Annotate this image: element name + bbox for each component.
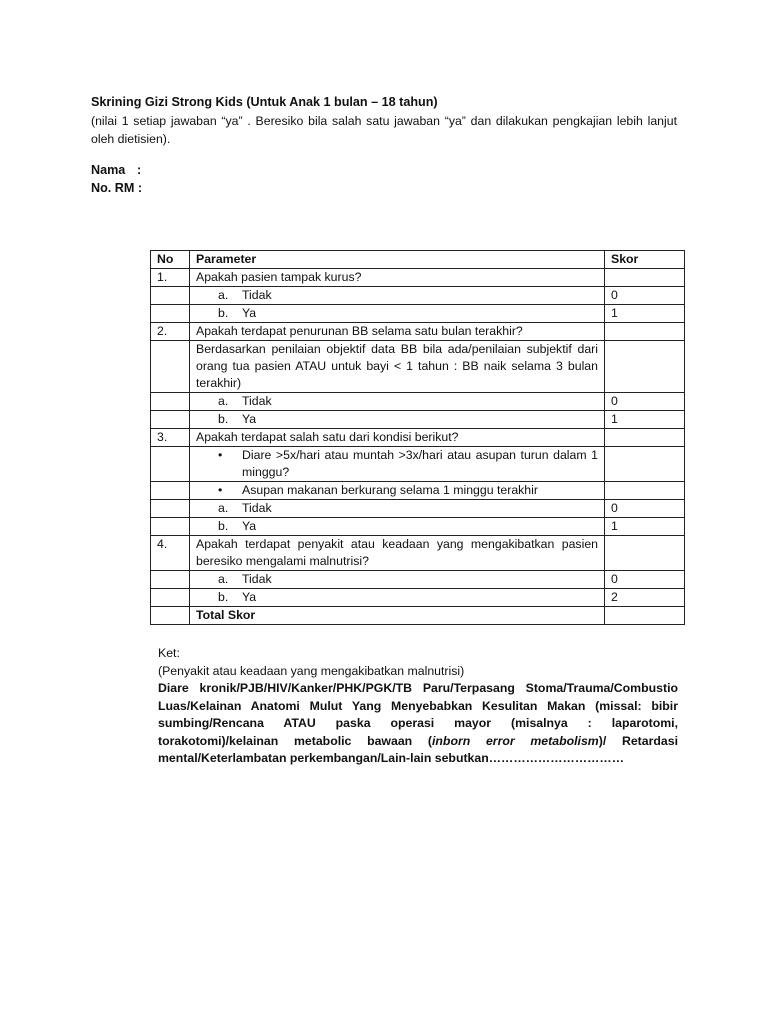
option-a xyxy=(196,500,598,517)
option-marker: a. xyxy=(218,394,229,408)
table-header-row xyxy=(151,251,685,269)
option-marker: b. xyxy=(218,590,229,604)
table-row xyxy=(151,411,685,429)
option-marker: a. xyxy=(218,288,229,302)
row-number: 1. xyxy=(151,269,190,287)
notes-section xyxy=(158,645,678,768)
nama-separator: : xyxy=(137,163,142,177)
option-marker: a. xyxy=(218,572,229,586)
nama-field xyxy=(91,163,141,177)
option-marker: b. xyxy=(218,306,229,320)
total-score-cell xyxy=(605,607,685,625)
question-detail: Berdasarkan penilaian objektif data BB bila ada/penilaian subjektif dari orang tua pasien ATAU untuk bayi < 1 tahun : BB naik selama 3 bulan terakhir) xyxy=(190,341,605,393)
option-text: Tidak xyxy=(242,501,272,515)
notes-body-part1: Diare kronik/PJB/HIV/Kanker/PHK/PGK/TB Paru/Terpasang Stoma/Trauma/Combustio Luas/Kelainan Anatomi Mulut Yang Menyebabkan Kesulitan Makan (missal: bibir sumbing/Rencana ATAU paska operasi mayor (misalnya : laparotomi, torakotomi)/kelainan metabolic bawaan ( xyxy=(158,681,678,748)
table-row xyxy=(151,571,685,589)
row-number: 3. xyxy=(151,429,190,447)
option-a xyxy=(196,287,598,304)
notes-body-italic: inborn error metabolism xyxy=(432,733,599,748)
option-b xyxy=(196,589,598,606)
score-value: 1 xyxy=(605,305,685,323)
option-text: Tidak xyxy=(242,572,272,586)
table-row xyxy=(151,518,685,536)
table-row xyxy=(151,589,685,607)
option-b xyxy=(196,518,598,535)
table-row xyxy=(151,269,685,287)
total-label: Total Skor xyxy=(190,607,605,625)
option-text: Ya xyxy=(242,519,257,533)
table-row xyxy=(151,393,685,411)
option-marker: a. xyxy=(218,501,229,515)
option-text: Ya xyxy=(242,306,257,320)
table-row xyxy=(151,536,685,571)
bullet-item xyxy=(196,447,598,481)
score-value: 2 xyxy=(605,589,685,607)
screening-table xyxy=(150,250,685,625)
question-text: Apakah terdapat salah satu dari kondisi berikut? xyxy=(190,429,605,447)
option-marker: b. xyxy=(218,412,229,426)
bullet-item xyxy=(196,482,598,499)
header-parameter: Parameter xyxy=(190,251,605,269)
table-row xyxy=(151,341,685,393)
table-row xyxy=(151,447,685,482)
header-skor: Skor xyxy=(605,251,685,269)
rm-field xyxy=(91,181,142,195)
score-value: 1 xyxy=(605,411,685,429)
option-b xyxy=(196,305,598,322)
rm-label: No. RM : xyxy=(91,181,143,195)
notes-body-part2: )/ Retardasi mental/Keterlambatan perkembangan/Lain-lain sebutkan…………………………… xyxy=(158,733,678,765)
row-number: 4. xyxy=(151,536,190,571)
option-text: Tidak xyxy=(242,288,272,302)
table-row xyxy=(151,429,685,447)
score-value: 1 xyxy=(605,518,685,536)
notes-body xyxy=(158,680,678,768)
option-text: Ya xyxy=(242,590,257,604)
bullet-icon: • xyxy=(218,448,223,462)
question-text: Apakah terdapat penurunan BB selama satu bulan terakhir? xyxy=(190,323,605,341)
score-value: 0 xyxy=(605,571,685,589)
intro-text: (nilai 1 setiap jawaban “ya” . Beresiko bila salah satu jawaban “ya” dan dilakukan pengkajian lebih lanjut oleh dietisien). xyxy=(91,114,677,146)
option-text: Tidak xyxy=(242,394,272,408)
question-text: Apakah pasien tampak kurus? xyxy=(190,269,605,287)
table-row xyxy=(151,287,685,305)
option-marker: b. xyxy=(218,519,229,533)
row-number: 2. xyxy=(151,323,190,341)
option-a xyxy=(196,571,598,588)
nama-label: Nama xyxy=(91,163,126,177)
table-row xyxy=(151,482,685,500)
score-value: 0 xyxy=(605,500,685,518)
notes-label: Ket: xyxy=(158,646,180,660)
notes-subtitle: (Penyakit atau keadaan yang mengakibatkan malnutrisi) xyxy=(158,663,465,678)
option-a xyxy=(196,393,598,410)
table-row xyxy=(151,305,685,323)
bullet-text: Diare >5x/hari atau muntah >3x/hari atau asupan turun dalam 1 minggu? xyxy=(242,448,598,479)
table-row xyxy=(151,500,685,518)
bullet-icon: • xyxy=(218,483,223,497)
option-text: Ya xyxy=(242,412,257,426)
table-row xyxy=(151,323,685,341)
score-value: 0 xyxy=(605,287,685,305)
score-value: 0 xyxy=(605,393,685,411)
header-no: No xyxy=(151,251,190,269)
bullet-text: Asupan makanan berkurang selama 1 minggu terakhir xyxy=(242,483,538,497)
document-title: Skrining Gizi Strong Kids (Untuk Anak 1 bulan – 18 tahun) xyxy=(91,95,438,109)
option-b xyxy=(196,411,598,428)
total-row xyxy=(151,607,685,625)
question-text: Apakah terdapat penyakit atau keadaan yang mengakibatkan pasien beresiko mengalami malnutrisi? xyxy=(190,536,605,571)
score-cell xyxy=(605,269,685,287)
